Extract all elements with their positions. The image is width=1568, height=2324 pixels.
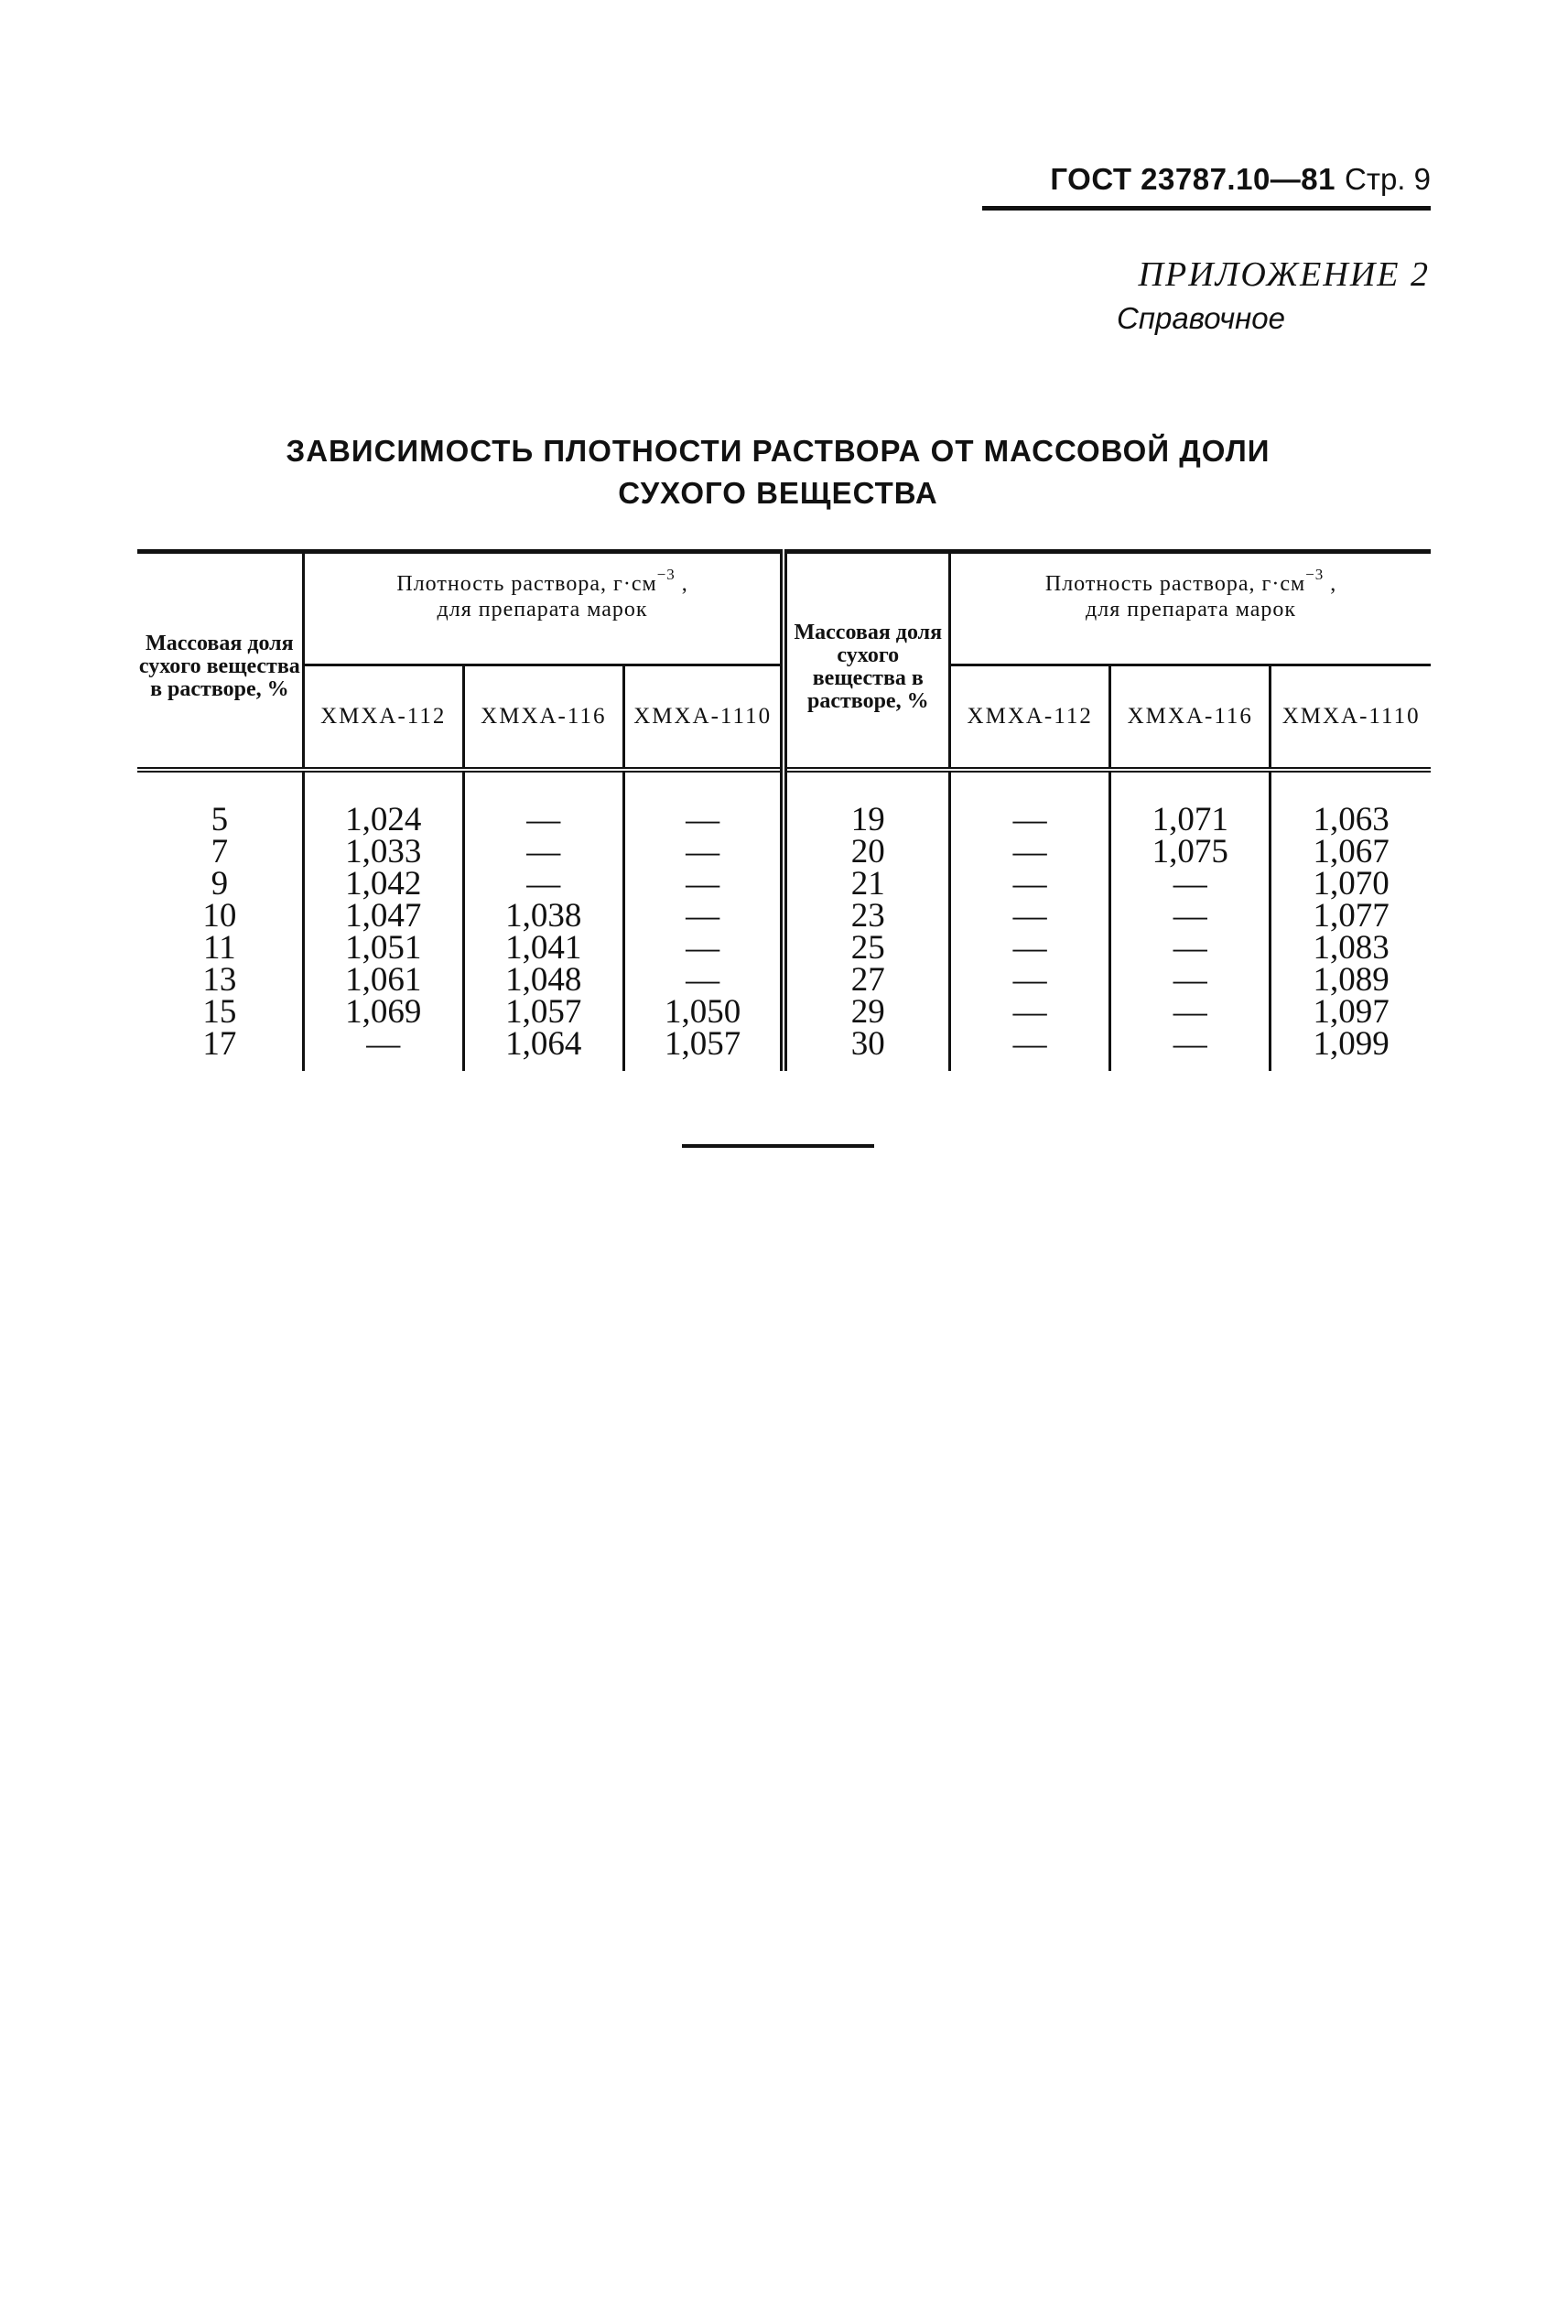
density-cell: — xyxy=(950,996,1110,1028)
density-cell: 1,041 xyxy=(463,932,623,964)
density-cell: — xyxy=(1110,868,1271,900)
density-cell: — xyxy=(623,868,784,900)
density-cell: 1,099 xyxy=(1313,1025,1390,1063)
mass-fraction-header-left: Массовая доля сухого вещества в растворе, % xyxy=(137,552,303,771)
density-header-label: Плотность раствора, г·см xyxy=(1044,572,1306,596)
mass-fraction-cell: 10 xyxy=(137,900,303,932)
brand-header: ХМХА-112 xyxy=(303,665,463,771)
table-row xyxy=(137,964,1431,996)
density-cell: — xyxy=(950,1028,1110,1071)
document-header xyxy=(984,161,1431,198)
density-cell: — xyxy=(950,932,1110,964)
table-row xyxy=(137,996,1431,1028)
table-row xyxy=(137,1028,1431,1071)
table-title xyxy=(183,430,1373,514)
density-cell: 1,077 xyxy=(1313,897,1390,935)
density-cell: — xyxy=(950,868,1110,900)
table-header-row xyxy=(137,552,1431,665)
density-cell: 1,075 xyxy=(1110,836,1271,868)
table-title-line-2: СУХОГО ВЕЩЕСТВА xyxy=(618,476,938,510)
density-cell: 1,070 xyxy=(1313,865,1390,903)
density-cell: — xyxy=(623,964,784,996)
density-header-right xyxy=(950,552,1431,665)
density-cell: — xyxy=(1110,964,1271,996)
density-cell: — xyxy=(623,770,784,836)
density-cell: 1,061 xyxy=(303,964,463,996)
density-unit-exponent: −3 xyxy=(656,566,676,583)
density-cell: — xyxy=(623,932,784,964)
density-unit-exponent: −3 xyxy=(1305,566,1325,583)
mass-fraction-cell: 5 xyxy=(137,770,303,836)
mass-fraction-cell: 17 xyxy=(137,1028,303,1071)
mass-fraction-cell: 30 xyxy=(784,1028,949,1071)
density-cell: — xyxy=(950,964,1110,996)
brand-header: ХМХА-116 xyxy=(1110,665,1271,771)
density-cell: 1,050 xyxy=(623,996,784,1028)
table-row xyxy=(137,770,1431,836)
density-cell: — xyxy=(1110,1028,1271,1071)
density-cell: — xyxy=(1110,900,1271,932)
density-cell: — xyxy=(623,836,784,868)
table-title-line-1: ЗАВИСИМОСТЬ ПЛОТНОСТИ РАСТВОРА ОТ МАССОВОЙ ДОЛИ xyxy=(286,434,1271,468)
density-cell: — xyxy=(463,836,623,868)
mass-fraction-cell: 19 xyxy=(784,770,949,836)
density-cell: — xyxy=(1110,932,1271,964)
appendix-note: Справочное xyxy=(1117,301,1286,335)
density-cell: 1,064 xyxy=(463,1028,623,1071)
density-cell: — xyxy=(463,868,623,900)
table-row xyxy=(137,868,1431,900)
density-cell: — xyxy=(303,1028,463,1071)
appendix-title: ПРИЛОЖЕНИЕ 2 xyxy=(1138,255,1430,294)
header-rule xyxy=(982,206,1431,211)
density-cell: 1,051 xyxy=(303,932,463,964)
mass-fraction-cell: 23 xyxy=(784,900,949,932)
density-cell: — xyxy=(463,770,623,836)
density-header-sublabel: для препарата марок xyxy=(437,598,648,622)
density-cell: — xyxy=(1110,996,1271,1028)
brand-header: ХМХА-116 xyxy=(463,665,623,771)
mass-fraction-cell: 11 xyxy=(137,932,303,964)
density-header-comma: , xyxy=(675,572,688,596)
standard-number: ГОСТ 23787.10—81 xyxy=(1050,162,1336,196)
mass-fraction-cell: 29 xyxy=(784,996,949,1028)
density-cell: 1,083 xyxy=(1313,929,1390,967)
density-table xyxy=(137,549,1431,1071)
density-cell: 1,042 xyxy=(303,868,463,900)
brand-header: ХМХА-112 xyxy=(950,665,1110,771)
density-cell: — xyxy=(950,770,1110,836)
end-of-section-rule xyxy=(682,1144,874,1148)
brand-header: ХМХА-1110 xyxy=(623,665,784,771)
mass-fraction-cell: 9 xyxy=(137,868,303,900)
density-cell: 1,057 xyxy=(463,996,623,1028)
table-row xyxy=(137,932,1431,964)
density-cell: — xyxy=(950,900,1110,932)
density-cell: 1,048 xyxy=(463,964,623,996)
density-cell: 1,063 xyxy=(1313,801,1390,838)
density-header-left xyxy=(303,552,784,665)
mass-fraction-cell: 20 xyxy=(784,836,949,868)
density-cell: — xyxy=(623,900,784,932)
table-body xyxy=(137,770,1431,1071)
page-number: Стр. 9 xyxy=(1345,162,1431,196)
brand-header: ХМХА-1110 xyxy=(1271,665,1431,771)
density-cell: 1,089 xyxy=(1313,961,1390,999)
density-header-comma: , xyxy=(1324,572,1337,596)
density-cell: 1,067 xyxy=(1313,833,1390,870)
density-cell: 1,024 xyxy=(303,770,463,836)
mass-fraction-cell: 7 xyxy=(137,836,303,868)
mass-fraction-header-right: Массовая доля сухого вещества в растворе, % xyxy=(784,552,949,771)
table-row xyxy=(137,900,1431,932)
mass-fraction-cell: 25 xyxy=(784,932,949,964)
density-cell: 1,071 xyxy=(1110,770,1271,836)
density-cell: 1,047 xyxy=(303,900,463,932)
mass-fraction-cell: 21 xyxy=(784,868,949,900)
density-cell: 1,057 xyxy=(623,1028,784,1071)
density-header-sublabel: для препарата марок xyxy=(1086,598,1297,622)
mass-fraction-cell: 13 xyxy=(137,964,303,996)
density-header-label: Плотность раствора, г·см xyxy=(396,572,657,596)
mass-fraction-cell: 15 xyxy=(137,996,303,1028)
density-cell: 1,033 xyxy=(303,836,463,868)
mass-fraction-cell: 27 xyxy=(784,964,949,996)
table-row xyxy=(137,836,1431,868)
density-cell: 1,038 xyxy=(463,900,623,932)
density-cell: 1,069 xyxy=(303,996,463,1028)
density-cell: — xyxy=(950,836,1110,868)
density-cell: 1,097 xyxy=(1313,993,1390,1031)
